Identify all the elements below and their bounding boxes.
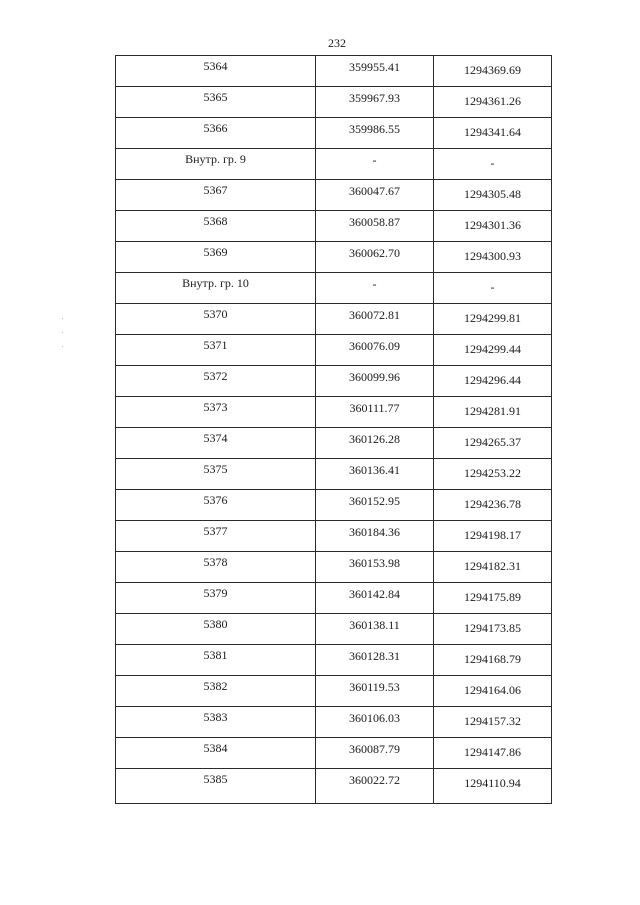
- point-cell-text: 5385: [203, 772, 228, 786]
- page-number: 232: [328, 36, 346, 50]
- x-coordinate-cell: [316, 490, 434, 521]
- y-coordinate-cell-text: 1294361.26: [464, 94, 521, 108]
- x-coordinate-cell: [316, 335, 434, 366]
- x-coordinate-cell: [316, 56, 434, 87]
- table-row: [116, 521, 552, 552]
- point-cell: [116, 645, 316, 676]
- x-coordinate-cell-text: 360128.31: [349, 649, 400, 663]
- point-cell: [116, 304, 316, 335]
- point-cell-text: 5364: [203, 59, 228, 73]
- y-coordinate-cell: [434, 707, 552, 738]
- y-coordinate-cell: [434, 273, 552, 304]
- table-row: [116, 273, 552, 304]
- x-coordinate-cell-text: 359986.55: [349, 122, 400, 136]
- table-row: [116, 645, 552, 676]
- y-coordinate-cell: [434, 459, 552, 490]
- table-row: [116, 707, 552, 738]
- x-coordinate-cell: [316, 366, 434, 397]
- point-cell-text: 5373: [203, 400, 228, 414]
- point-cell: [116, 87, 316, 118]
- y-coordinate-cell: [434, 366, 552, 397]
- point-cell: [116, 397, 316, 428]
- table-row: [116, 738, 552, 769]
- y-coordinate-cell: [434, 87, 552, 118]
- x-coordinate-cell-text: 360111.77: [349, 401, 400, 415]
- y-coordinate-cell-text: 1294182.31: [464, 559, 521, 573]
- x-coordinate-cell: [316, 707, 434, 738]
- point-cell: [116, 552, 316, 583]
- point-cell: [116, 211, 316, 242]
- x-coordinate-cell-text: 360153.98: [349, 556, 400, 570]
- table-row: [116, 490, 552, 521]
- y-coordinate-cell: [434, 676, 552, 707]
- y-coordinate-cell: [434, 180, 552, 211]
- y-coordinate-cell-text: 1294296.44: [464, 373, 521, 387]
- point-cell: [116, 769, 316, 804]
- x-coordinate-cell: [316, 87, 434, 118]
- point-cell: [116, 583, 316, 614]
- point-cell: [116, 335, 316, 366]
- x-coordinate-cell-text: 360184.36: [349, 525, 400, 539]
- table-row: [116, 56, 552, 87]
- y-coordinate-cell: [434, 149, 552, 180]
- y-coordinate-cell-text: 1294305.48: [464, 187, 521, 201]
- x-coordinate-cell-text: 360087.79: [349, 742, 400, 756]
- y-coordinate-cell: [434, 397, 552, 428]
- x-coordinate-cell-text: 359955.41: [349, 60, 400, 74]
- point-cell: [116, 118, 316, 149]
- point-cell: [116, 707, 316, 738]
- point-cell-text: 5370: [203, 307, 228, 321]
- y-coordinate-cell: [434, 211, 552, 242]
- table-row: [116, 614, 552, 645]
- y-coordinate-cell: [434, 738, 552, 769]
- x-coordinate-cell-text: 360099.96: [349, 370, 400, 384]
- table-row: [116, 769, 552, 804]
- table-row: [116, 211, 552, 242]
- x-coordinate-cell: [316, 645, 434, 676]
- point-cell-text: 5368: [203, 214, 228, 228]
- point-cell: [116, 149, 316, 180]
- x-coordinate-cell: [316, 552, 434, 583]
- point-cell-text: Внутр. гр. 9: [185, 152, 246, 166]
- margin-mark: [62, 346, 63, 347]
- point-cell: [116, 56, 316, 87]
- coordinates-table-body: [116, 56, 552, 804]
- y-coordinate-cell: [434, 56, 552, 87]
- point-cell-text: 5372: [203, 369, 228, 383]
- table-row: [116, 676, 552, 707]
- table-row: [116, 180, 552, 211]
- point-cell-text: 5366: [203, 121, 228, 135]
- point-cell: [116, 738, 316, 769]
- y-coordinate-cell-text: 1294265.37: [464, 435, 521, 449]
- point-cell: [116, 180, 316, 211]
- x-coordinate-cell-text: 360119.53: [349, 680, 400, 694]
- x-coordinate-cell: [316, 459, 434, 490]
- point-cell-text: 5365: [203, 90, 228, 104]
- x-coordinate-cell: [316, 242, 434, 273]
- y-coordinate-cell-text: 1294198.17: [464, 528, 521, 542]
- y-coordinate-cell-text: 1294147.86: [464, 745, 521, 759]
- point-cell-text: 5377: [203, 524, 228, 538]
- y-coordinate-cell-text: 1294168.79: [464, 652, 521, 666]
- y-coordinate-cell: [434, 428, 552, 459]
- y-coordinate-cell-text: 1294281.91: [464, 404, 521, 418]
- x-coordinate-cell-text: -: [372, 277, 377, 291]
- x-coordinate-cell: [316, 614, 434, 645]
- x-coordinate-cell-text: 359967.93: [349, 91, 400, 105]
- point-cell-text: 5376: [203, 493, 228, 507]
- point-cell-text: Внутр. гр. 10: [182, 276, 249, 290]
- point-cell-text: 5381: [203, 648, 228, 662]
- table-row: [116, 304, 552, 335]
- x-coordinate-cell-text: 360152.95: [349, 494, 400, 508]
- y-coordinate-cell-text: 1294164.06: [464, 683, 521, 697]
- table-row: [116, 118, 552, 149]
- table-row: [116, 552, 552, 583]
- point-cell: [116, 273, 316, 304]
- point-cell-text: 5383: [203, 710, 228, 724]
- y-coordinate-cell: [434, 242, 552, 273]
- table-row: [116, 583, 552, 614]
- table-row: [116, 242, 552, 273]
- x-coordinate-cell: [316, 149, 434, 180]
- point-cell-text: 5380: [203, 617, 228, 631]
- x-coordinate-cell-text: 360062.70: [349, 246, 400, 260]
- y-coordinate-cell-text: 1294110.94: [464, 776, 521, 790]
- x-coordinate-cell-text: 360072.81: [349, 308, 400, 322]
- y-coordinate-cell-text: 1294173.85: [464, 621, 521, 635]
- y-coordinate-cell: [434, 521, 552, 552]
- y-coordinate-cell: [434, 304, 552, 335]
- point-cell: [116, 521, 316, 552]
- point-cell-text: 5375: [203, 462, 228, 476]
- x-coordinate-cell-text: 360022.72: [349, 773, 400, 787]
- x-coordinate-cell: [316, 118, 434, 149]
- x-coordinate-cell-text: 360142.84: [349, 587, 400, 601]
- y-coordinate-cell-text: 1294175.89: [464, 590, 521, 604]
- point-cell: [116, 242, 316, 273]
- y-coordinate-cell-text: 1294300.93: [464, 249, 521, 263]
- x-coordinate-cell-text: -: [372, 153, 377, 167]
- coordinates-table: [115, 55, 552, 804]
- y-coordinate-cell-text: 1294299.81: [464, 311, 521, 325]
- point-cell: [116, 676, 316, 707]
- y-coordinate-cell: [434, 118, 552, 149]
- x-coordinate-cell: [316, 397, 434, 428]
- x-coordinate-cell-text: 360106.03: [349, 711, 400, 725]
- point-cell-text: 5378: [203, 555, 228, 569]
- y-coordinate-cell-text: -: [490, 280, 495, 294]
- x-coordinate-cell: [316, 676, 434, 707]
- point-cell-text: 5374: [203, 431, 228, 445]
- x-coordinate-cell: [316, 583, 434, 614]
- x-coordinate-cell-text: 360076.09: [349, 339, 400, 353]
- y-coordinate-cell-text: 1294301.36: [464, 218, 521, 232]
- table-row: [116, 149, 552, 180]
- point-cell-text: 5382: [203, 679, 228, 693]
- x-coordinate-cell-text: 360138.11: [349, 618, 400, 632]
- y-coordinate-cell-text: 1294369.69: [464, 63, 521, 77]
- point-cell-text: 5367: [203, 183, 228, 197]
- x-coordinate-cell: [316, 211, 434, 242]
- x-coordinate-cell: [316, 521, 434, 552]
- table-row: [116, 459, 552, 490]
- point-cell-text: 5371: [203, 338, 228, 352]
- x-coordinate-cell: [316, 769, 434, 804]
- y-coordinate-cell-text: 1294299.44: [464, 342, 521, 356]
- table-row: [116, 87, 552, 118]
- point-cell: [116, 459, 316, 490]
- y-coordinate-cell-text: -: [490, 156, 495, 170]
- y-coordinate-cell-text: 1294236.78: [464, 497, 521, 511]
- point-cell-text: 5369: [203, 245, 228, 259]
- y-coordinate-cell: [434, 614, 552, 645]
- point-cell-text: 5379: [203, 586, 228, 600]
- table-row: [116, 335, 552, 366]
- margin-mark: [62, 332, 63, 333]
- x-coordinate-cell-text: 360058.87: [349, 215, 400, 229]
- x-coordinate-cell: [316, 180, 434, 211]
- table-row: [116, 397, 552, 428]
- point-cell: [116, 614, 316, 645]
- y-coordinate-cell: [434, 552, 552, 583]
- point-cell: [116, 428, 316, 459]
- x-coordinate-cell: [316, 304, 434, 335]
- x-coordinate-cell-text: 360047.67: [349, 184, 400, 198]
- y-coordinate-cell: [434, 583, 552, 614]
- y-coordinate-cell: [434, 645, 552, 676]
- y-coordinate-cell: [434, 335, 552, 366]
- y-coordinate-cell: [434, 490, 552, 521]
- y-coordinate-cell-text: 1294157.32: [464, 714, 521, 728]
- point-cell-text: 5384: [203, 741, 228, 755]
- margin-mark: [62, 318, 63, 319]
- x-coordinate-cell: [316, 273, 434, 304]
- table-row: [116, 428, 552, 459]
- y-coordinate-cell-text: 1294341.64: [464, 125, 521, 139]
- x-coordinate-cell-text: 360136.41: [349, 463, 400, 477]
- point-cell: [116, 366, 316, 397]
- coordinates-table-container: [115, 55, 551, 804]
- y-coordinate-cell: [434, 769, 552, 804]
- x-coordinate-cell: [316, 738, 434, 769]
- x-coordinate-cell-text: 360126.28: [349, 432, 400, 446]
- y-coordinate-cell-text: 1294253.22: [464, 466, 521, 480]
- point-cell: [116, 490, 316, 521]
- table-row: [116, 366, 552, 397]
- x-coordinate-cell: [316, 428, 434, 459]
